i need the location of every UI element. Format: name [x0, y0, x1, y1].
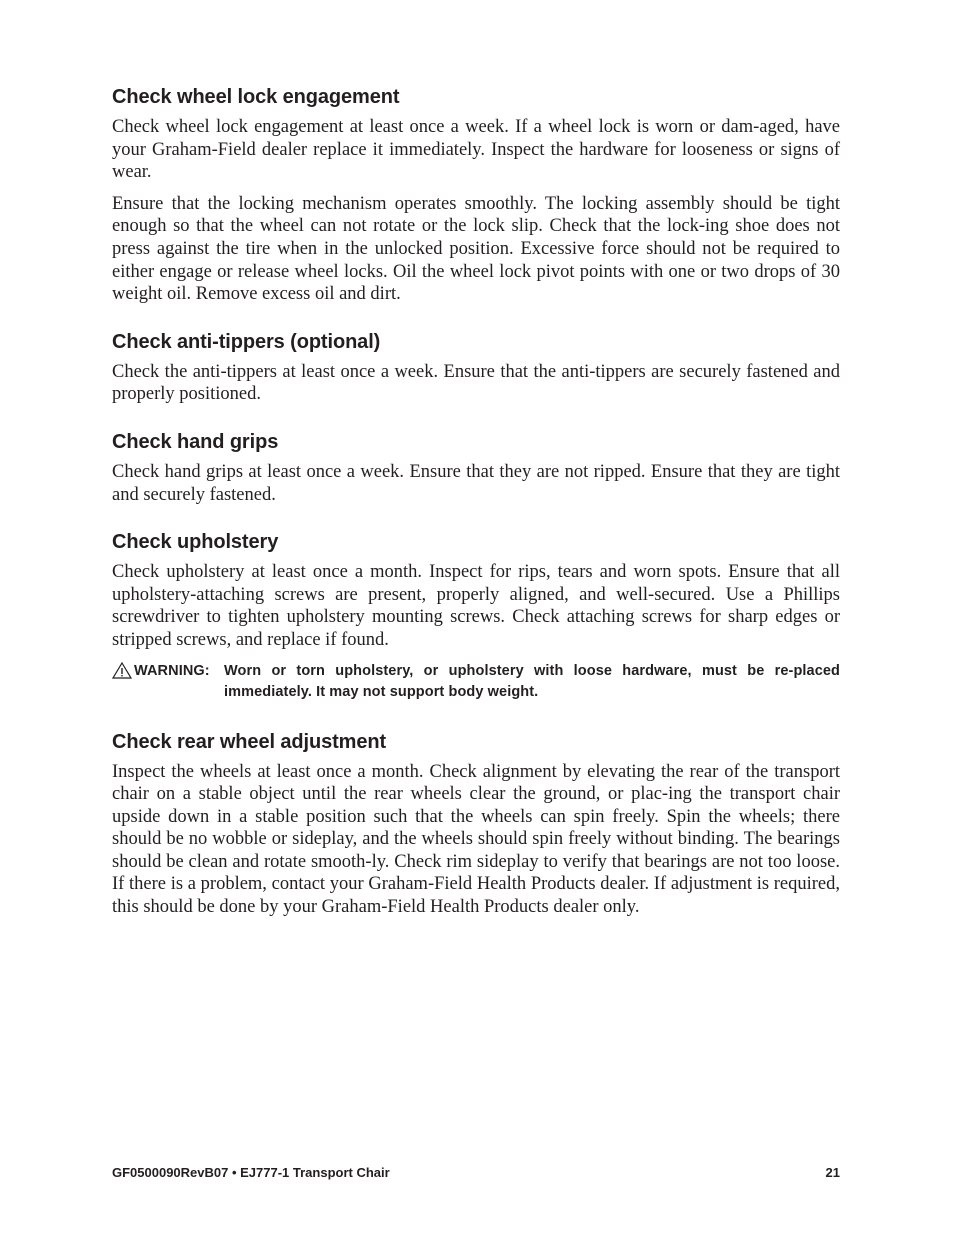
paragraph: Check hand grips at least once a week. Ensure that they are not ripped. Ensure that they are tight and securely fastened.: [112, 461, 840, 505]
warning-notice: [112, 661, 840, 703]
section-heading: Check wheel lock engagement: [112, 86, 400, 108]
warning-text: Worn or torn upholstery, or upholstery with loose hardware, must be re-placed immediately. It may not support body weight.: [224, 662, 840, 700]
section-wheel-lock: [112, 82, 840, 306]
paragraph: Ensure that the locking mechanism operates smoothly. The locking assembly should be tight enough so that the wheel can not rotate or the lock slip. Check that the lock-ing shoe does not press against the tire when in the unlocked position. Excessive force should not be required to either engage or release wheel locks. Oil the wheel lock pivot points with one or two drops of 30 weight oil. Remove excess oil and dirt.: [112, 193, 840, 305]
page-footer: [112, 1164, 840, 1182]
warning-triangle-icon: [112, 662, 132, 679]
page-content: [112, 82, 840, 940]
footer-doc-id: GF0500090RevB07 • EJ777-1 Transport Chair: [112, 1165, 390, 1180]
paragraph: Check wheel lock engagement at least once a week. If a wheel lock is worn or dam-aged, have your Graham-Field dealer replace it immediately. Inspect the hardware for looseness or signs of wear.: [112, 117, 840, 183]
section-heading: Check rear wheel adjustment: [112, 730, 387, 753]
section-anti-tippers: [112, 327, 840, 406]
section-rear-wheel: [112, 727, 840, 919]
warning-lead: [112, 661, 224, 703]
paragraph: Check upholstery at least once a month. Inspect for rips, tears and worn spots. Ensure that all upholstery-attaching screws are present, properly aligned, and well-secured. Use a Phillips screwdriver to tighten upholstery mounting screws. Check attaching screws for sharp edges or stripped screws, and replace if found.: [112, 562, 840, 650]
paragraph: Inspect the wheels at least once a month. Check alignment by elevating the rear of the transport chair on a stable object until the rear wheels clear the ground, or plac-ing the transport chair upside down in a stable position such that the wheels can spin freely. Spin the wheels; there should be no wobble or sideplay, and the wheels should spin freely without binding. The bearings should be clean and rotate smooth-ly. Check rim sideplay to verify that bearings are not too loose. If there is a problem, contact your Graham-Field Health Products dealer. If adjustment is required, this should be done by your Graham-Field Health Products dealer only.: [112, 761, 840, 918]
section-heading: Check anti-tippers (optional): [112, 330, 381, 353]
warning-label: WARNING:: [134, 662, 210, 679]
section-heading: Check hand grips: [112, 430, 279, 453]
section-heading: Check upholstery: [112, 531, 279, 554]
section-upholstery: [112, 527, 840, 651]
paragraph: Check the anti-tippers at least once a week. Ensure that the anti-tippers are securely fastened and properly positioned.: [112, 361, 840, 405]
page-number: 21: [825, 1165, 840, 1180]
section-hand-grips: [112, 427, 840, 506]
